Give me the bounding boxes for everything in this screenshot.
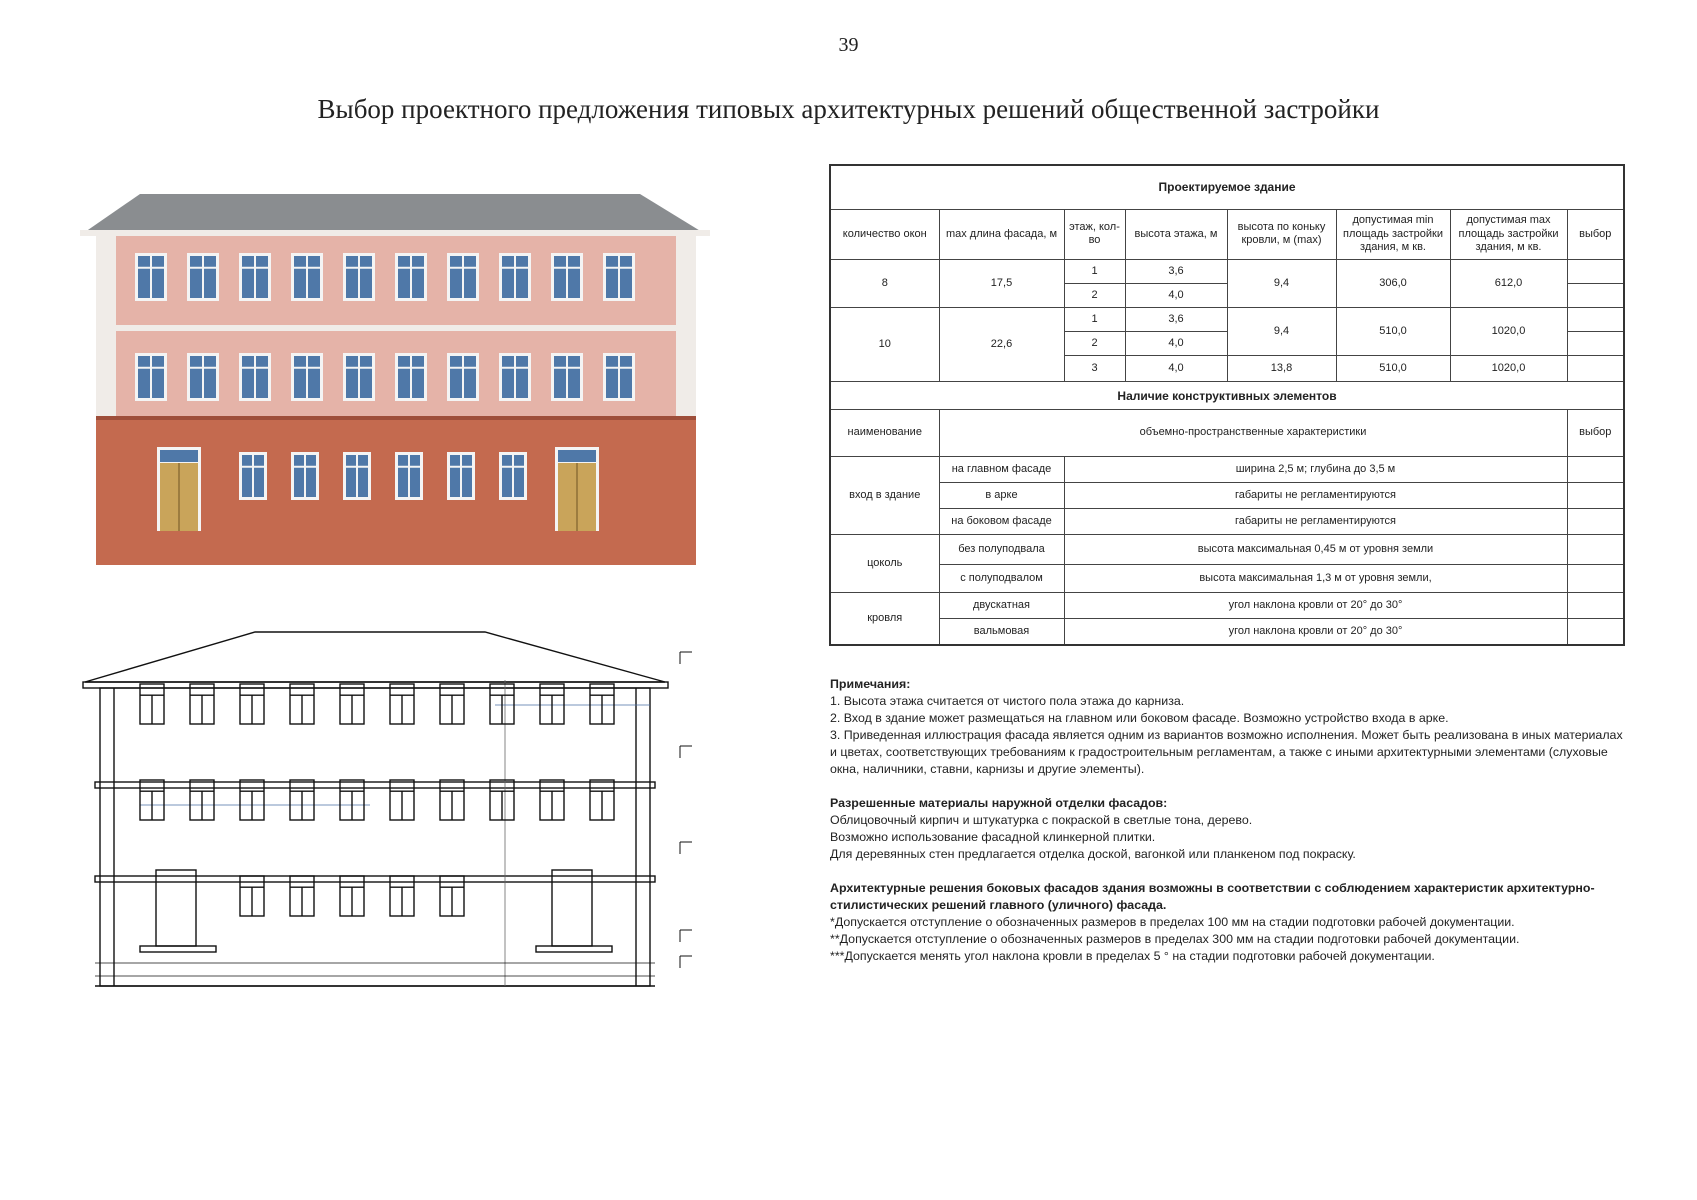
drawing-window-row-middle [140,780,614,820]
belt-course-2 [95,876,655,882]
header-min-area: допустимая min площадь застройки здания, м кв. [1336,209,1450,259]
header-floor-height: высота этажа, м [1125,209,1227,259]
g1-floor1: 1 [1064,259,1125,283]
g1-height2: 4,0 [1125,283,1227,307]
belt-course [96,325,696,331]
g2-height1: 3,6 [1125,308,1227,332]
g2-choice-2[interactable] [1567,332,1624,356]
plinth-r2-choice[interactable] [1567,565,1624,593]
note-2: 2. Вход в здание может размещаться на главном или боковом фасаде. Возможно устройство входа в арке. [830,711,1449,725]
header-floors: этаж, кол-во [1064,209,1125,259]
roof-name: кровля [830,593,939,645]
page-number: 39 [838,34,859,56]
header-max-area: допустимая max площадь застройки здания, м кв. [1450,209,1567,259]
footnote-3: ***Допускается менять угол наклона кровли в пределах 5 ° на стадии подготовки рабочей документации. [830,949,1435,963]
g2-min-area: 510,0 [1336,308,1450,356]
roof-r1-value: угол наклона кровли от 20° до 30° [1064,593,1567,619]
entrance-r1-choice[interactable] [1567,456,1624,482]
roof-r2-choice[interactable] [1567,619,1624,645]
entrance-r1-label: на главном фасаде [939,456,1064,482]
note-1: 1. Высота этажа считается от чистого пола этажа до карниза. [830,694,1185,708]
g2-floor1: 1 [1064,308,1125,332]
materials-1: Облицовочный кирпич и штукатурка с покраской в светлые тона, дерево. [830,813,1253,827]
footnote-1: *Допускается отступление о обозначенных размеров в пределах 100 мм на стадии подготовки рабочей документации. [830,915,1515,929]
entrance-r2-value: габариты не регламентируются [1064,482,1567,508]
g1-min-area: 306,0 [1336,259,1450,307]
roof-outline [85,632,665,682]
elements-header-name: наименование [830,410,939,456]
entrance-r1-value: ширина 2,5 м; глубина до 3,5 м [1064,456,1567,482]
g2-height3: 4,0 [1125,356,1227,382]
g2-floor2: 2 [1064,332,1125,356]
entrance-r3-choice[interactable] [1567,508,1624,534]
belt-course-1 [95,782,655,788]
plinth-r2-label: с полуподвалом [939,565,1064,593]
entrance-r2-choice[interactable] [1567,482,1624,508]
cornice [80,230,710,236]
facade-color-illustration [80,180,710,565]
building-outline [100,688,650,986]
notes-block [830,676,1630,965]
footnote-2: **Допускается отступление о обозначенных размеров в пределах 300 мм на стадии подготовки рабочей документации. [830,932,1520,946]
spec-table [829,164,1625,646]
g2-floor3: 3 [1064,356,1125,382]
g1-floor2: 2 [1064,283,1125,307]
roof-r1-label: двускатная [939,593,1064,619]
elements-header-characteristics: объемно-пространственные характеристики [939,410,1567,456]
drawing-steps [140,946,216,952]
g1-choice-1[interactable] [1567,259,1624,283]
g2-ridge3: 13,8 [1227,356,1336,382]
materials-3: Для деревянных стен предлагается отделка доской, вагонкой или планкеном под покраску. [830,847,1356,861]
roof-r1-choice[interactable] [1567,593,1624,619]
roof [85,194,702,232]
g2-choice-3[interactable] [1567,356,1624,382]
header-max-length: max длина фасада, м [939,209,1064,259]
g1-height1: 3,6 [1125,259,1227,283]
g2-max-length: 22,6 [939,308,1064,382]
notes-heading: Примечания: [830,677,911,691]
g2-choice-1[interactable] [1567,308,1624,332]
materials-heading: Разрешенные материалы наружной отделки фасадов: [830,796,1168,810]
g1-max-area: 612,0 [1450,259,1567,307]
g2-height2: 4,0 [1125,332,1227,356]
g1-ridge: 9,4 [1227,259,1336,307]
materials-2: Возможно использование фасадной клинкерной плитки. [830,830,1156,844]
facade-line-drawing [80,630,730,1010]
roof-r2-value: угол наклона кровли от 20° до 30° [1064,619,1567,645]
g2-max-area: 1020,0 [1450,308,1567,356]
side-facades-heading: Архитектурные решения боковых фасадов здания возможны в соответствии с соблюдением характеристик архитектурно-стилистических решений главного (уличного) фасада. [830,881,1595,912]
section2-title: Наличие конструктивных элементов [830,382,1624,410]
section1-title: Проектируемое здание [830,165,1624,209]
page-title: Выбор проектного предложения типовых архитектурных решений общественной застройки [317,94,1380,124]
elements-header-choice: выбор [1567,410,1624,456]
entrance-name: вход в здание [830,456,939,534]
g2-ridge: 9,4 [1227,308,1336,356]
g2-min-area3: 510,0 [1336,356,1450,382]
plinth-name: цоколь [830,534,939,592]
plinth-r1-label: без полуподвала [939,534,1064,564]
level-markers [680,630,692,968]
plinth-r1-value: высота максимальная 0,45 м от уровня земли [1064,534,1567,564]
drawing-window-row-upper [140,684,614,724]
header-ridge-height: высота по коньку кровли, м (max) [1227,209,1336,259]
plinth-band [96,416,696,420]
note-3: 3. Приведенная иллюстрация фасада является одним из вариантов возможно исполнения. Может быть реализована в иных материалах и цветах, соответствующих требованиям к градостроительным регламентам, а также с иными архитектурными элементами (слуховые окна, наличники, ставни, карнизы и другие элементы). [830,728,1623,776]
g1-max-length: 17,5 [939,259,1064,307]
entrance-r3-label: на боковом фасаде [939,508,1064,534]
dimension-lines [95,963,655,976]
plinth-r1-choice[interactable] [1567,534,1624,564]
entrance-r2-label: в арке [939,482,1064,508]
drawing-steps [536,946,612,952]
g2-max-area3: 1020,0 [1450,356,1567,382]
g1-choice-2[interactable] [1567,283,1624,307]
g2-windows: 10 [830,308,939,382]
header-choice: выбор [1567,209,1624,259]
header-windows: количество окон [830,209,939,259]
g1-windows: 8 [830,259,939,307]
roof-r2-label: вальмовая [939,619,1064,645]
plinth-r2-value: высота максимальная 1,3 м от уровня земли, [1064,565,1567,593]
cornice-outline [83,682,668,688]
entrance-r3-value: габариты не регламентируются [1064,508,1567,534]
